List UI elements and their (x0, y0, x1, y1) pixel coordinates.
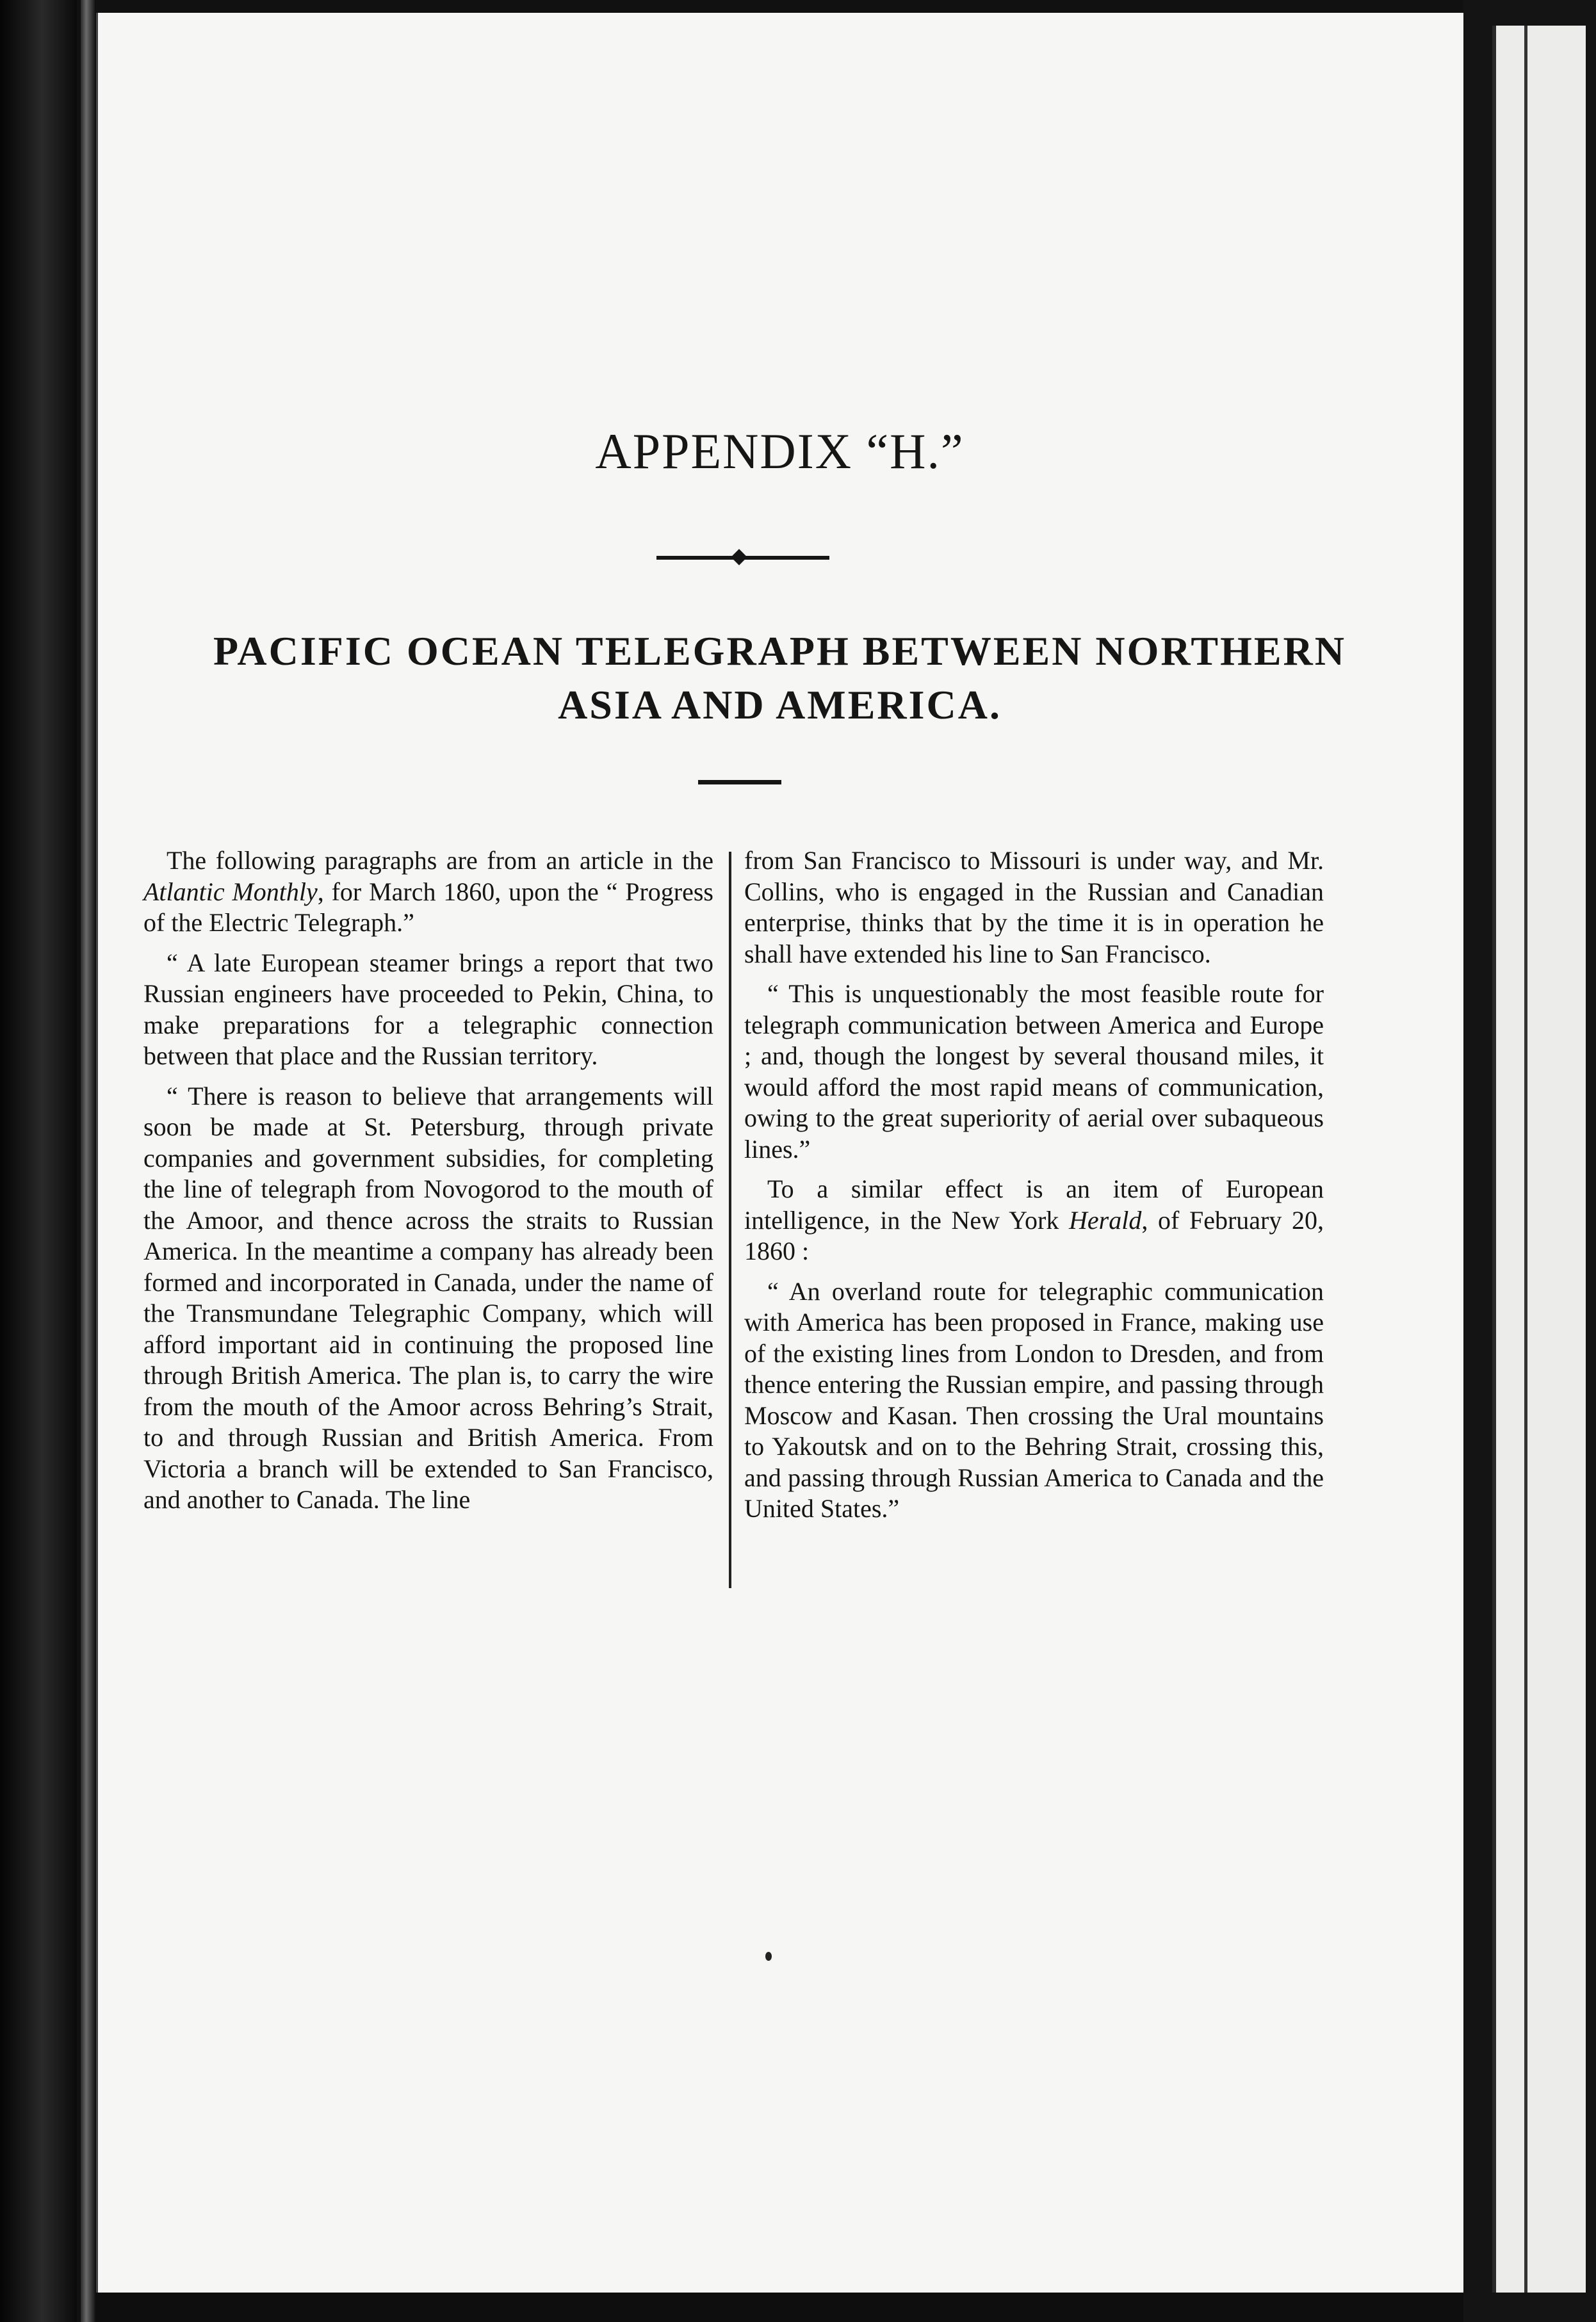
article-heading-line-2: ASIA AND AMERICA. (558, 682, 1002, 727)
right-p3-tail: , of February 20, 1860 : (744, 1205, 1324, 1265)
right-paragraph-1: from San Francisco to Missouri is under way, and Mr. Collins, who is engaged in the Russian and Canadian enterprise, thinks that by the time it is in operation he shall have extended his line to San Francisco. (744, 846, 1324, 968)
left-paragraph-3: “ There is reason to believe that arrangements will soon be made at St. Petersburg, through private companies and government subsidies, for completing the line of telegraph from Novogorod to the mouth of the Amoor, and thence across the straits to Russian America. In the meantime a company has already been formed and incorporated in Canada, under the name of the Transmundane Telegraphic Company, which will afford important aid in continuing the proposed line through British America. The plan is, to carry the wire from the mouth of the Amoor across Behring’s Strait, to and through Russian and British America. From Victoria a branch will be extended to San Francisco, and another to Canada. The line (143, 1081, 713, 1514)
right-paragraph-3 (744, 1174, 1324, 1267)
publication-name: Atlantic Monthly (143, 877, 318, 906)
article-heading (96, 624, 1463, 732)
left-paragraph-1 (143, 845, 713, 939)
left-p1-tail: , for March 1860, upon the “ Progress of the Electric Telegraph.” (143, 877, 713, 937)
bottom-margin (96, 2293, 1463, 2322)
left-column (143, 845, 713, 1525)
newspaper-name: Herald (1069, 1205, 1142, 1235)
article-heading-line-1: PACIFIC OCEAN TELEGRAPH BETWEEN NORTHERN (213, 628, 1346, 674)
column-divider (729, 852, 731, 1588)
left-paragraph-2: “ A late European steamer brings a report that two Russian engineers have proceeded to Pekin, China, to make preparations for a telegraphic connection between that place and the Russian territory. (143, 948, 713, 1070)
right-paragraph-2: “ This is unquestionably the most feasible route for telegraph communication between America and Europe ; and, though the longest by several thousand miles, it would afford the most rapid means of communication, owing to the great superiority of aerial over subaqueous lines.” (744, 979, 1324, 1164)
appendix-title: APPENDIX “H.” (595, 423, 965, 479)
spine-edge (81, 0, 95, 2322)
left-p1-text: The following paragraphs are from an article in the (167, 846, 713, 875)
next-page-rule (1524, 26, 1527, 2293)
page-speck (765, 1952, 772, 1961)
book-spine (0, 0, 77, 2322)
right-p3-text: To a similar effect is an item of European intelligence, in the New York (744, 1174, 1324, 1235)
next-page-edge (1492, 26, 1586, 2293)
heading-rule (698, 780, 781, 784)
right-paragraph-4: “ An overland route for telegraphic communication with America has been proposed in France, making use of the existing lines from London to Dresden, and from thence entering the Russian empire, and passing through Moscow and Kasan. Then crossing the Ural mountains to Yakoutsk and on to the Behring Strait, crossing this, and passing through Russian America to Canada and the United States.” (744, 1276, 1324, 1523)
right-column (744, 845, 1324, 1534)
